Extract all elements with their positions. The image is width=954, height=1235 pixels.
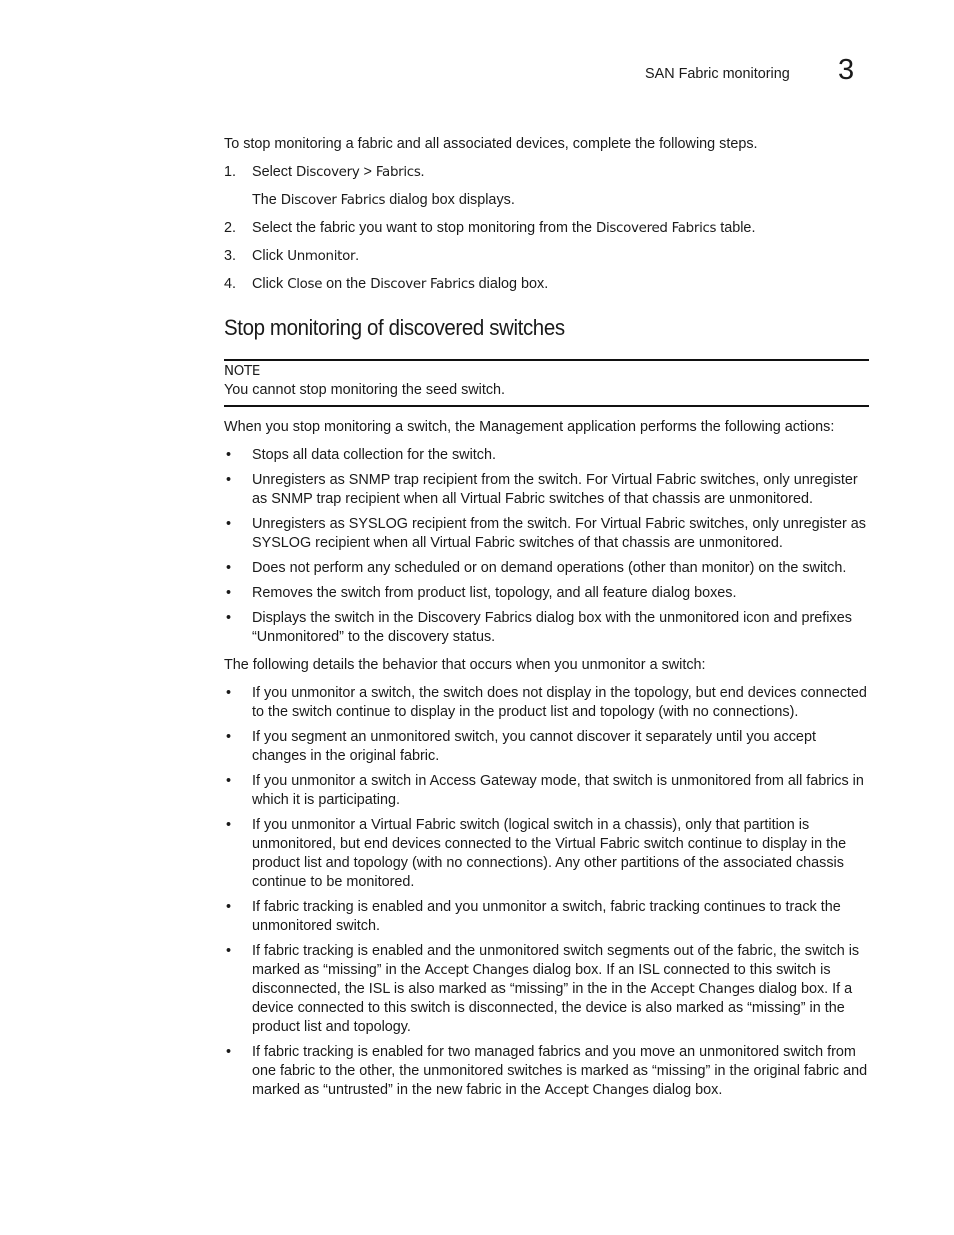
list-item: • Stops all data collection for the switch. bbox=[226, 447, 496, 463]
ui-term: Unmonitor bbox=[287, 249, 356, 264]
page-content bbox=[224, 135, 869, 1106]
list-item: • If you segment an unmonitored switch, you cannot discover it separately until you accept changes in the original fabric. bbox=[226, 729, 816, 764]
step-item bbox=[224, 275, 869, 294]
list-item: • If fabric tracking is enabled and you unmonitor a switch, fabric tracking continues to track the unmonitored switch. bbox=[226, 899, 841, 934]
list-item: • If you unmonitor a Virtual Fabric switch (logical switch in a chassis), only that partition is unmonitored, but end devices connected to the Virtual Fabric switch continue to display in the product list and topology (with no connections). Any other partitions of the associated chassis continue to be monitored. bbox=[226, 817, 847, 890]
ui-term: Close bbox=[287, 277, 323, 292]
list-item: • Does not perform any scheduled or on demand operations (other than monitor) on the switch. bbox=[226, 560, 847, 576]
list-item: • Unregisters as SNMP trap recipient from the switch. For Virtual Fabric switches, only unregister as SNMP trap recipient when all Virtual Fabric switches of that chassis are unmonitored. bbox=[226, 472, 858, 507]
bullet-icon: • bbox=[226, 560, 232, 576]
bullet-icon: • bbox=[226, 472, 232, 488]
ui-term: Discovered Fabrics bbox=[595, 221, 717, 236]
ui-term: Fabrics bbox=[375, 165, 421, 180]
note-box bbox=[224, 359, 869, 407]
ui-term: Discover Fabrics bbox=[370, 277, 475, 292]
bullet-icon: • bbox=[226, 943, 232, 959]
list-item: • If you unmonitor a switch, the switch does not display in the topology, but end devices connected to the switch continue to display in the product list and topology (with no connections). bbox=[226, 685, 867, 720]
behaviors-list bbox=[224, 684, 869, 1100]
bullet-icon: • bbox=[226, 817, 232, 833]
header-chapter-number: 3 bbox=[838, 54, 855, 86]
header-section-title: SAN Fabric monitoring bbox=[645, 66, 790, 82]
bullet-icon: • bbox=[226, 585, 232, 601]
section-heading: Stop monitoring of discovered switches bbox=[224, 315, 565, 340]
step-text: Click Close on the Discover Fabrics dialog box. bbox=[252, 276, 549, 292]
ui-term: Accept Changes bbox=[544, 1083, 649, 1098]
behaviors-intro: The following details the behavior that occurs when you unmonitor a switch: bbox=[224, 657, 706, 673]
actions-list bbox=[224, 446, 869, 647]
step-number: 1. bbox=[224, 164, 237, 180]
list-item: • If you unmonitor a switch in Access Gateway mode, that switch is unmonitored from all fabrics in which it is participating. bbox=[226, 773, 864, 808]
step-text: Select Discovery > Fabrics. bbox=[252, 164, 425, 180]
step-number: 2. bbox=[224, 220, 237, 236]
bullet-icon: • bbox=[226, 1044, 232, 1060]
step-item bbox=[224, 163, 869, 210]
bullet-icon: • bbox=[226, 516, 232, 532]
bullet-icon: • bbox=[226, 610, 232, 626]
actions-intro: When you stop monitoring a switch, the Management application performs the following actions: bbox=[224, 419, 835, 435]
list-item: • Removes the switch from product list, topology, and all feature dialog boxes. bbox=[226, 585, 737, 601]
bullet-icon: • bbox=[226, 447, 232, 463]
list-item: • Displays the switch in the Discovery Fabrics dialog box with the unmonitored icon and prefixes “Unmonitored” to the discovery status. bbox=[226, 610, 852, 645]
note-label: NOTE bbox=[224, 364, 260, 379]
ui-term: Discover Fabrics bbox=[280, 193, 386, 208]
bullet-icon: • bbox=[226, 685, 232, 701]
step-number: 4. bbox=[224, 276, 237, 292]
intro-paragraph: To stop monitoring a fabric and all associated devices, complete the following steps. bbox=[224, 136, 758, 152]
step-text: Select the fabric you want to stop monitoring from the Discovered Fabrics table. bbox=[252, 220, 756, 236]
list-item: • If fabric tracking is enabled and the unmonitored switch segments out of the fabric, the switch is marked as “missing” in the Accept Changes dialog box. If an ISL connected to this switch is disconnected, the ISL is also marked as “missing” in the in the Accept Changes dialog box. If a device connected to this switch is disconnected, the device is also marked as “missing” in the product list and topology. bbox=[226, 943, 860, 1035]
list-item: • If fabric tracking is enabled for two managed fabrics and you move an unmonitored switch from one fabric to the other, the unmonitored switches is marked as “missing” in the original fabric and marked as “untrusted” in the new fabric in the Accept Changes dialog box. bbox=[226, 1044, 868, 1098]
bullet-icon: • bbox=[226, 773, 232, 789]
ui-term: Accept Changes bbox=[650, 982, 755, 997]
list-item: • Unregisters as SYSLOG recipient from the switch. For Virtual Fabric switches, only unregister as SYSLOG recipient when all Virtual Fabric switches of that chassis are unmonitored. bbox=[226, 516, 866, 551]
ui-term: Discovery bbox=[296, 165, 360, 180]
step-number: 3. bbox=[224, 248, 237, 264]
steps-list bbox=[224, 163, 869, 294]
ui-term: Accept Changes bbox=[424, 963, 529, 978]
step-item bbox=[224, 219, 869, 238]
step-result: The Discover Fabrics dialog box displays. bbox=[252, 192, 515, 208]
bullet-icon: • bbox=[226, 899, 232, 915]
note-text: You cannot stop monitoring the seed switch. bbox=[224, 382, 506, 398]
bullet-icon: • bbox=[226, 729, 232, 745]
step-item bbox=[224, 247, 869, 266]
step-text: Click Unmonitor. bbox=[252, 248, 360, 264]
